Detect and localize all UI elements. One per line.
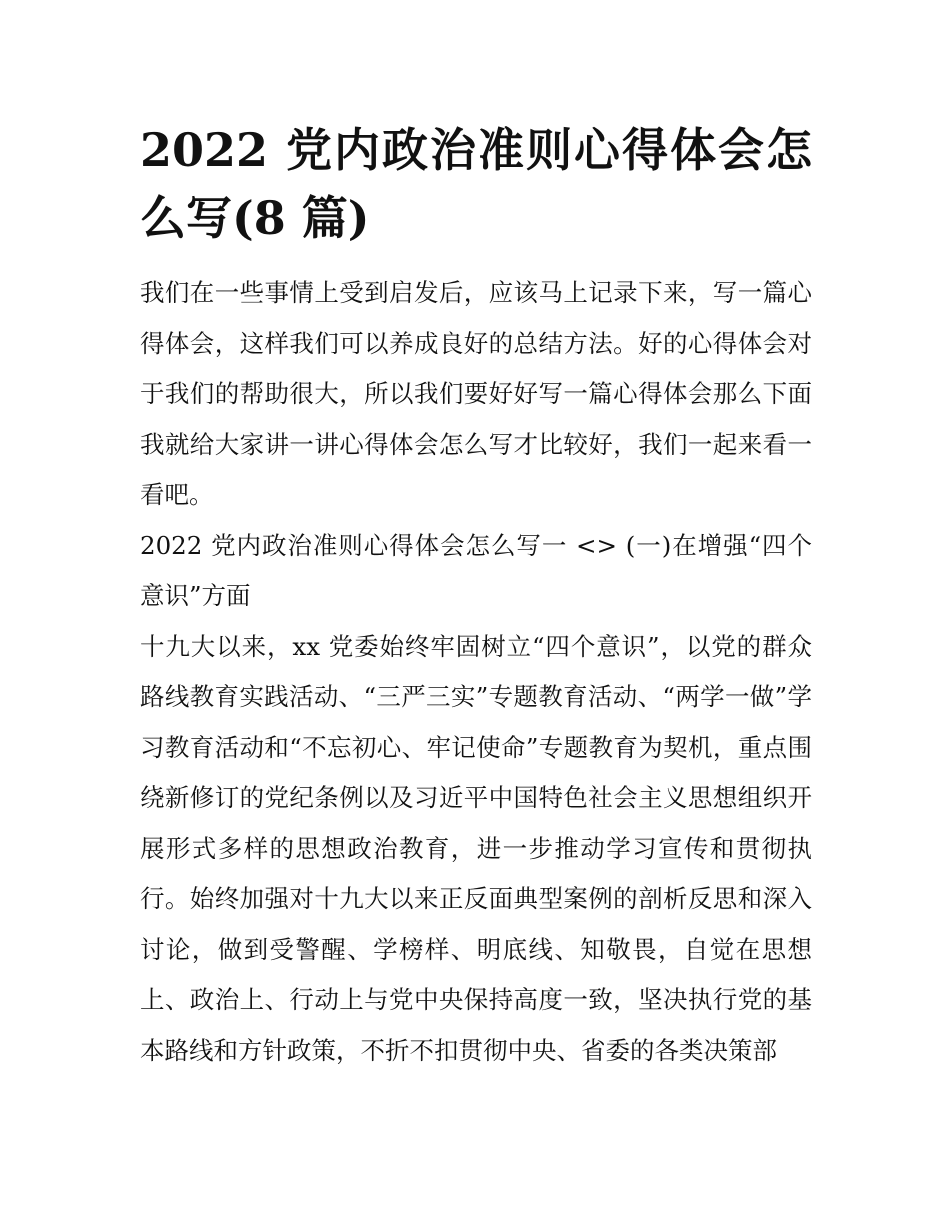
document-content: [140, 116, 812, 1076]
section-heading: 2022 党内政治准则心得体会怎么写一 <> (一)在增强“四个意识”方面: [140, 530, 812, 610]
body-paragraph: 十九大以来，xx 党委始终牢固树立“四个意识”，以党的群众路线教育实践活动、“三严三实”专题教育活动、“两学一做”学习教育活动和“不忘初心、牢记使命”专题教育为契机，重点围绕新修订的党纪条例以及习近平中国特色社会主义思想组织开展形式多样的思想政治教育，进一步推动学习宣传和贯彻执行。始终加强对十九大以来正反面典型案例的剖析反思和深入讨论，做到受警醒、学榜样、明底线、知敬畏，自觉在思想上、政治上、行动上与党中央保持高度一致，坚决执行党的基本路线和方针政策，不折不扣贯彻中央、省委的各类决策部: [140, 631, 812, 1065]
intro-paragraph: 我们在一些事情上受到启发后，应该马上记录下来，写一篇心得体会，这样我们可以养成良好的总结方法。好的心得体会对于我们的帮助很大，所以我们要好好写一篇心得体会那么下面我就给大家讲一讲心得体会怎么写才比较好，我们一起来看一看吧。: [140, 278, 812, 509]
document-title: 2022 党内政治准则心得体会怎么写(8 篇): [140, 123, 812, 245]
